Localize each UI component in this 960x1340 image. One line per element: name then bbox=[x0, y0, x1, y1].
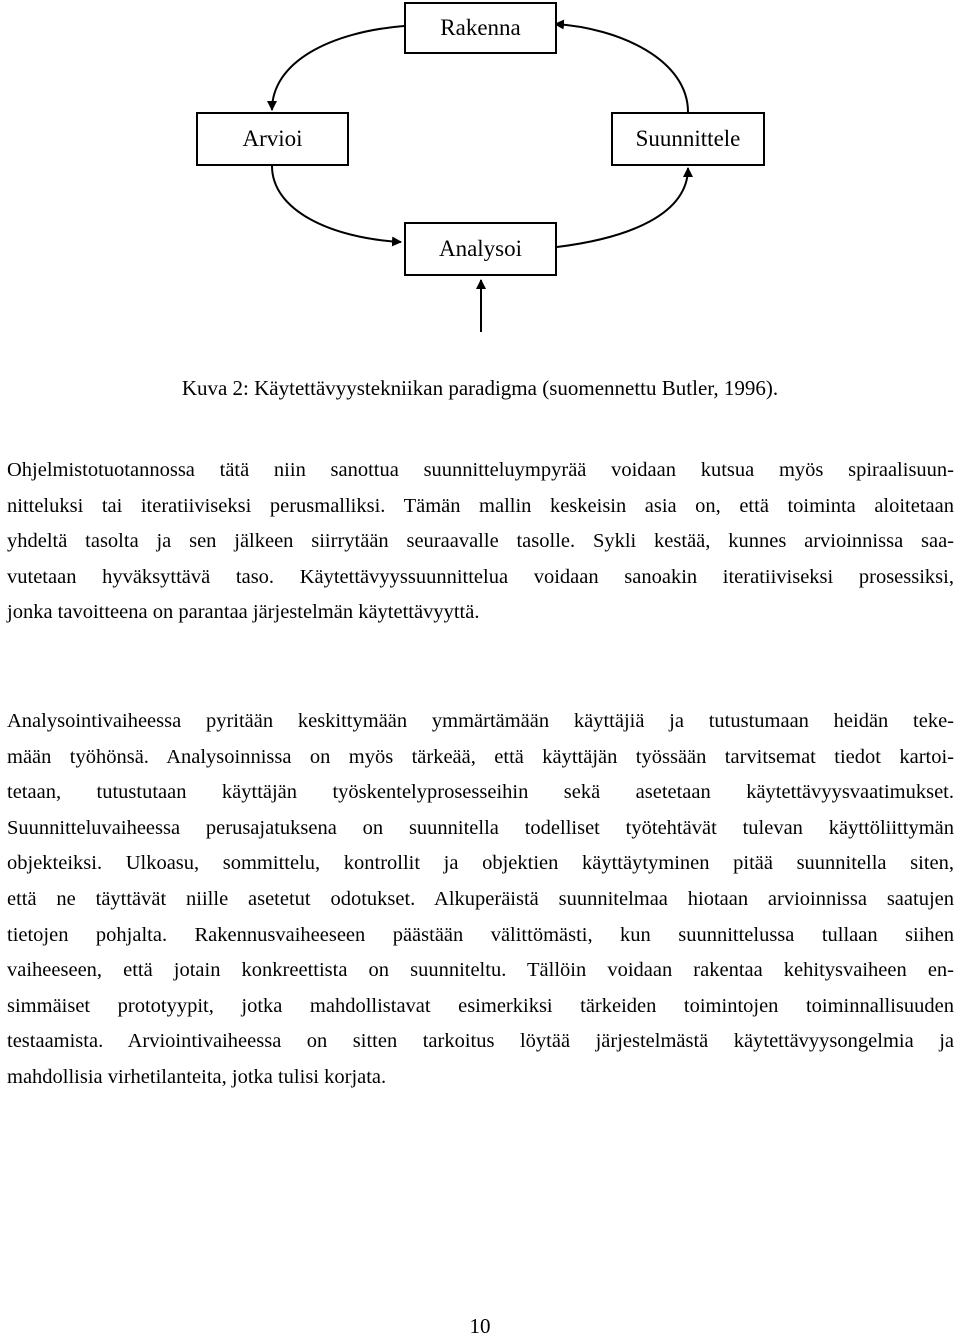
node-rakenna: Rakenna bbox=[404, 2, 557, 54]
page-number: 10 bbox=[469, 1314, 491, 1338]
figure-caption: Kuva 2: Käytettävyystekniikan paradigma (suomennettu Butler, 1996). bbox=[181, 376, 779, 400]
text-line: vutetaan hyväksyttävä taso. Käytettävyyssuunnittelua voidaan sanoakin iteratiiviseksi prosessiksi, bbox=[7, 565, 954, 588]
arrow-analysoi-to-suunnittele bbox=[557, 168, 688, 247]
node-analysoi: Analysoi bbox=[404, 222, 557, 276]
arrow-suunnittele-to-rakenna bbox=[555, 24, 688, 112]
text-line: mahdollisia virhetilanteita, jotka tulisi korjata. bbox=[7, 1065, 387, 1088]
text-line: Analysointivaiheessa pyritään keskittymään ymmärtämään käyttäjiä ja tutustumaan heidän teke- bbox=[7, 710, 954, 732]
text-line: nitteluksi tai iteratiiviseksi perusmalliksi. Tämän mallin keskeisin asia on, että toiminta aloitetaan bbox=[7, 494, 954, 517]
arrow-rakenna-to-arvioi bbox=[272, 26, 404, 110]
text-line: jonka tavoitteena on parantaa järjestelmän käytettävyyttä. bbox=[7, 601, 480, 624]
paradigm-diagram bbox=[0, 0, 960, 340]
text-line: Ohjelmistotuotannossa tätä niin sanottua suunnitteluympyrää voidaan kutsua myös spiraalisuun- bbox=[7, 459, 954, 481]
node-suunnittele: Suunnittele bbox=[611, 112, 765, 166]
text-line: tetaan, tutustutaan käyttäjän työskentelyprosesseihin sekä asetetaan käytettävyysvaatimukset. bbox=[7, 781, 954, 804]
text-line: objekteiksi. Ulkoasu, sommittelu, kontrollit ja objektien käyttäytyminen pitää suunnitella siten, bbox=[7, 852, 954, 875]
arrow-arvioi-to-analysoi bbox=[272, 166, 401, 242]
text-line: mään työhönsä. Analysoinnissa on myös tärkeää, että käyttäjän työssään tarvitsemat tiedot kartoi- bbox=[7, 745, 954, 768]
text-line: että ne täyttävät niille asetetut odotukset. Alkuperäistä suunnitelmaa hiotaan arvioinnissa saatujen bbox=[7, 887, 954, 910]
paragraph-2 bbox=[7, 704, 954, 1096]
text-line: simmäiset prototyypit, jotka mahdollistavat esimerkiksi tärkeiden toimintojen toiminnallisuuden bbox=[7, 994, 954, 1017]
text-line: testaamista. Arviointivaiheessa on sitten tarkoitus löytää järjestelmästä käytettävyysongelmia ja bbox=[7, 1030, 954, 1053]
text-line: vaiheeseen, että jotain konkreettista on suunniteltu. Tällöin voidaan rakentaa kehitysvaiheen en- bbox=[7, 959, 954, 982]
node-arvioi: Arvioi bbox=[196, 112, 349, 166]
text-line: tietojen pohjalta. Rakennusvaiheeseen päästään välittömästi, kun suunnittelussa tullaan siihen bbox=[7, 923, 954, 946]
paragraph-1 bbox=[7, 453, 954, 631]
text-line: yhdeltä tasolta ja sen jälkeen siirrytään seuraavalle tasolle. Sykli kestää, kunnes arvioinnissa saa- bbox=[7, 530, 954, 553]
text-line: Suunnitteluvaiheessa perusajatuksena on suunnitella todelliset työtehtävät tulevan käyttöliittymän bbox=[7, 816, 954, 839]
